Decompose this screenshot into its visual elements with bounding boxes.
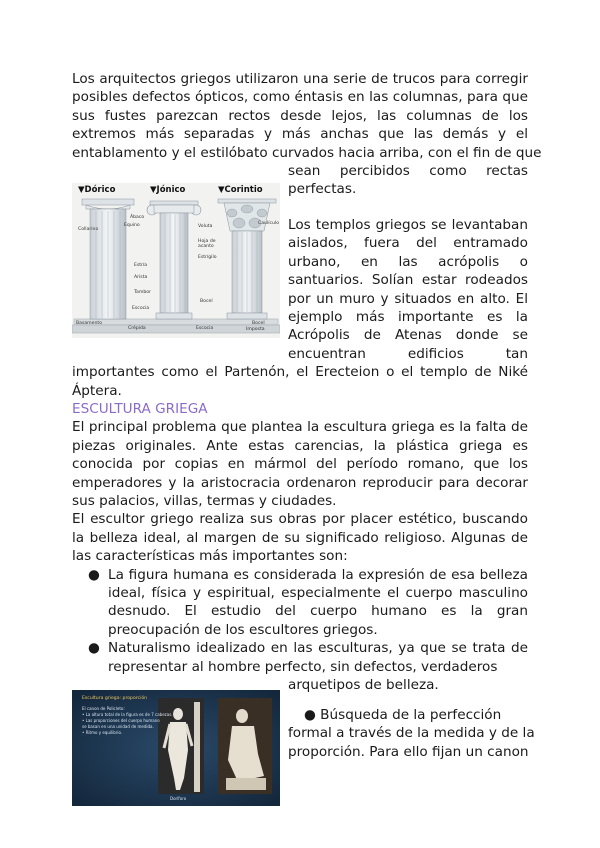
label-escocia-ionic: Escocia bbox=[196, 326, 214, 331]
slide-title: Escultura griega: proporción bbox=[82, 696, 148, 701]
label-crepida: Crépida bbox=[128, 326, 146, 331]
slide-body-line: se basan en una unidad de medida. bbox=[82, 724, 154, 729]
temples-line: aislados, fuera del entramado bbox=[288, 235, 528, 252]
intro-line: entablamento y el estilóbato curvados hacia arriba, con el fin de que bbox=[72, 144, 542, 161]
intro-line: posibles defectos ópticos, como éntasis en las columnas, para que bbox=[72, 89, 528, 106]
label-estria: Estría bbox=[134, 263, 148, 268]
label-equino: Equino bbox=[124, 223, 140, 228]
intro-wrap-line: sean percibidos como rectas bbox=[288, 163, 528, 179]
temples-continuation: importantes como el Partenón, el Erecteion o el templo de Niké Áptera. bbox=[72, 364, 528, 399]
sculpture-slide-figure bbox=[72, 690, 280, 806]
label-escocia: Escocia bbox=[132, 306, 150, 311]
temples-line: Acrópolis de Atenas donde se bbox=[288, 327, 528, 344]
column-orders-illustration bbox=[72, 183, 280, 338]
bullet-item-3-line: ● Búsqueda de la perfección bbox=[304, 707, 502, 723]
label-basamento: Basamento bbox=[76, 321, 102, 326]
greek-orders-figure bbox=[72, 183, 280, 338]
label-caulicolo: Caulículo bbox=[258, 221, 280, 226]
temples-line: por un muro y situados en alto. El bbox=[288, 290, 528, 307]
intro-line: extremos más separadas y más anchas que las demás y el bbox=[72, 126, 528, 143]
slide-body-line: • Las proporciones del cuerpo humano bbox=[82, 718, 160, 723]
label-imposta: Imposta bbox=[246, 327, 265, 332]
label-collarino: Collarino bbox=[78, 227, 99, 232]
bullet-marker: ● bbox=[88, 566, 100, 583]
temples-line: ejemplo más importante es la bbox=[288, 309, 528, 325]
slide-body-line: • Ritmo y equilibrio. bbox=[82, 730, 123, 735]
label-voluta: Voluta bbox=[198, 224, 213, 229]
temples-line: santuarios. Solían estar rodeados bbox=[288, 272, 528, 289]
temples-line: Los templos griegos se levantaban bbox=[288, 217, 528, 233]
intro-wrap-line: perfectas. bbox=[288, 181, 357, 198]
temples-line: urbano, en las acrópolis o bbox=[288, 253, 528, 270]
bullet-item-3-line: proporción. Para ello fijan un canon bbox=[288, 743, 529, 760]
ionic-title: ▼Jónico bbox=[150, 185, 186, 195]
doric-title: ▼Dórico bbox=[78, 185, 116, 195]
bullet-item-3-line: formal a través de la medida y de la bbox=[288, 725, 535, 742]
slide-body-line: • La altura total de la figura es de 7 cabezas. bbox=[82, 712, 173, 717]
slide-body-line: El canon de Policleto: bbox=[82, 706, 125, 711]
label-bocel-corinthian: Bocel bbox=[252, 321, 265, 326]
label-bocel: Bocel bbox=[200, 299, 213, 304]
sculpture-paragraph-1: El principal problema que plantea la escultura griega es la falta de piezas originales. Ante estas carencias, la plástica griega es conocida por copias en mármol del período romano, que los emperadores y la aristocracia ordenaron reproducir para decorar sus palacios, villas, termas y ciudades. bbox=[72, 419, 528, 510]
bullet-marker: ● bbox=[88, 640, 100, 657]
bullet-item-2: Naturalismo idealizado en las esculturas, ya que se trata de representar al hombre perfecto, sin defectos, verdaderos bbox=[108, 640, 528, 675]
label-abaco: Ábaco bbox=[130, 215, 145, 220]
label-estrigilo: Estrígilo bbox=[198, 255, 217, 260]
label-arista: Arista bbox=[134, 275, 148, 280]
intro-line: Los arquitectos griegos utilizaron una serie de trucos para corregir bbox=[72, 71, 528, 87]
temples-line: encuentran edificios tan bbox=[288, 345, 528, 362]
slide-caption: Doríforo bbox=[170, 796, 187, 801]
label-hoja-acanto: Hoja de acanto bbox=[198, 239, 216, 249]
intro-line: sus fustes parezcan rectos desde lejos, las columnas de los bbox=[72, 107, 528, 124]
label-tambor: Tambor bbox=[134, 290, 151, 295]
bullet-item-2-end: arquetipos de belleza. bbox=[288, 677, 439, 693]
corinthian-title: ▼Corintio bbox=[218, 185, 263, 195]
sculpture-paragraph-2: El escultor griego realiza sus obras por placer estético, buscando la belleza ideal, al margen de su significado religioso. Algunas de las características más importantes son: bbox=[72, 511, 528, 565]
bullet-item-1: La figura humana es considerada la expresión de esa belleza ideal, física y espiritual, especialmente el cuerpo masculino desnudo. El estudio del cuerpo humano es la gran preocupación de los escultores griegos. bbox=[108, 566, 528, 638]
section-heading: ESCULTURA GRIEGA bbox=[72, 401, 208, 417]
